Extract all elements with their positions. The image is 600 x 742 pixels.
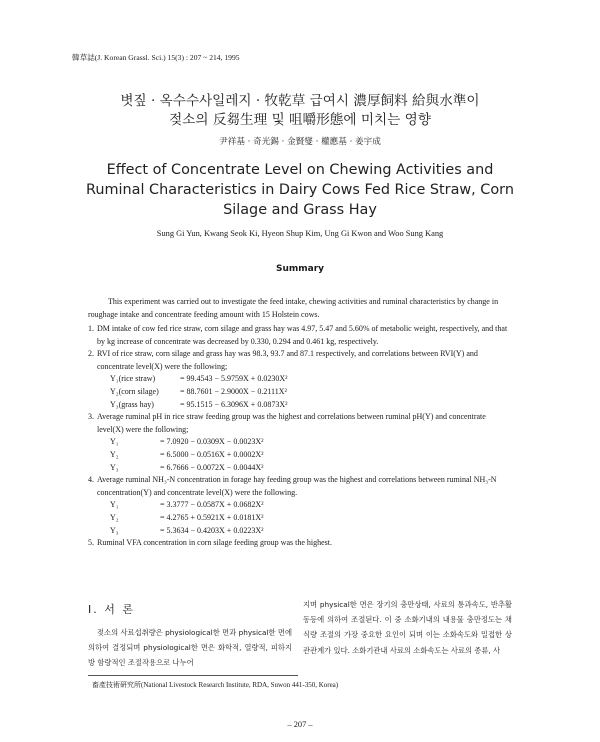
korean-title	[0, 92, 600, 130]
equation	[110, 449, 512, 462]
left-column-text: 젖소의 사료섭취량은 physiological한 면과 physical한 면에 의하여 결정되며 physiological한 면은 화학적, 열량적, 피하지방 함량적인 조절작용으로 나누어	[88, 628, 292, 668]
item-number: 2.	[88, 349, 94, 359]
summary-items	[88, 323, 512, 550]
equation-formula: = 99.4543 − 5.9759X + 0.0230X²	[180, 374, 288, 384]
item-text: RVI of rice straw, corn silage and grass hay was 98.3, 93.7 and 87.1 respectively, and correlations between RVI(Y) and concentrate level(X) were the following;	[97, 349, 478, 371]
right-column-text: 지며 physical한 면은 장기의 충만상태, 사료의 통과속도, 반추활동등에 의하여 조절된다. 이 중 소화기내의 내용물 충만정도는 채식량 조절의 가장 중요한 요인이 되며 이는 소화속도와 밀접한 상관관계가 있다. 소화기관내 사료의 소화속도는 사료의 종류, 사	[303, 600, 512, 655]
korean-authors: 尹祥基 · 奇光錫 · 金賢燮 · 權應基 · 姜宇成	[219, 137, 381, 147]
equation	[110, 499, 512, 512]
footnote-rule	[88, 675, 298, 676]
footnote: 畜產技術硏究所(National Livestock Research Institute, RDA, Suwon 441-350, Korea)	[92, 681, 339, 689]
equation-formula: = 7.0920 − 0.0309X − 0.0023X²	[160, 437, 264, 447]
item-text: Average ruminal pH in rice straw feeding group was the highest and correlations between ruminal pH(Y) and concentrate level(X) were the following;	[97, 412, 486, 434]
equation-label: Y₃	[110, 462, 119, 472]
equation-label: Y₂	[110, 512, 119, 522]
equation	[110, 525, 512, 538]
section-heading: Ⅰ. 서 론	[88, 603, 135, 616]
item-number: 1.	[88, 324, 94, 333]
equation-label: Y₃	[110, 525, 119, 535]
item-text: Average ruminal NH₃-N concentration in forage hay feeding group was the highest and correlations between ruminal NH₃-N concentration(Y) and concentrate level(X) were the following.	[97, 475, 497, 497]
ph-equations	[97, 436, 512, 474]
equation	[110, 386, 512, 399]
equation	[110, 373, 512, 386]
english-authors: Sung Gi Yun, Kwang Seok Ki, Hyeon Shup Kim, Ung Gi Kwon and Woo Sung Kang	[156, 229, 444, 238]
equation-formula: = 3.3777 − 0.0587X + 0.0682X²	[160, 500, 264, 510]
summary-item	[88, 348, 512, 411]
summary-item	[88, 323, 512, 348]
equation-formula: = 5.3634 − 0.4203X + 0.0223X²	[160, 525, 264, 535]
item-number: 5.	[88, 538, 94, 548]
korean-title-line-2: 젖소의 反芻生理 및 咀嚼形態에 미치는 영향	[169, 112, 431, 128]
english-title-line-1: Effect of Concentrate Level on Chewing Activities and	[106, 162, 494, 178]
equation-formula: = 6.7666 − 0.0072X − 0.0044X²	[160, 462, 264, 472]
equation-label: Y₁	[110, 500, 119, 510]
item-number: 3.	[88, 412, 94, 422]
equation-formula: = 6.5000 − 0.0516X + 0.0002X²	[160, 449, 264, 459]
equation-label: Y₃(grass hay)	[110, 399, 154, 409]
nh3-equations	[97, 499, 512, 537]
summary-intro: This experiment was carried out to investigate the feed intake, chewing activities and ruminal characteristics by change in roughage intake and concentrate feeding amount with 15 Holstein cows.	[88, 297, 499, 319]
summary-item	[88, 474, 512, 537]
english-title-line-3: Silage and Grass Hay	[223, 202, 377, 218]
rvi-equations	[97, 373, 512, 411]
item-text: DM intake of cow fed rice straw, corn silage and grass hay was 4.97, 5.47 and 5.60% of metabolic weight, respectively, and that by kg increase of concentrate was decreased by 0.330, 0.294 and 0.461 kg, respectively.	[97, 324, 508, 346]
equation	[110, 399, 512, 412]
summary-item	[88, 537, 512, 550]
equation-label: Y₁	[110, 437, 119, 447]
equation-label: Y₂	[110, 449, 119, 459]
english-title-line-2: Ruminal Characteristics in Dairy Cows Fed Rice Straw, Corn	[86, 182, 514, 198]
equation-formula: = 95.1515 − 6.3096X + 0.0873X²	[180, 399, 288, 409]
equation-formula: = 4.2765 + 0.5921X + 0.0181X²	[160, 512, 264, 522]
page-number: – 207 –	[287, 720, 313, 729]
equation-label: Y₁(rice straw)	[110, 374, 156, 384]
item-text: Ruminal VFA concentration in corn silage feeding group was the highest.	[97, 538, 332, 548]
equation-formula: = 88.7601 − 2.9000X − 0.2111X²	[180, 386, 287, 396]
journal-citation: 韓草誌(J. Korean Grassl. Sci.) 15(3) : 207 ~ 214, 1995	[72, 53, 240, 62]
korean-title-line-1: 볏짚 · 옥수수사일레지 · 牧乾草 급여시 濃厚飼料 給與水準이	[120, 93, 480, 109]
summary-heading: Summary	[275, 264, 325, 274]
english-title	[0, 160, 600, 220]
equation-label: Y₂(corn silage)	[110, 386, 159, 396]
summary-item	[88, 411, 512, 474]
item-number: 4.	[88, 475, 94, 485]
equation	[110, 512, 512, 525]
equation	[110, 436, 512, 449]
equation	[110, 462, 512, 475]
